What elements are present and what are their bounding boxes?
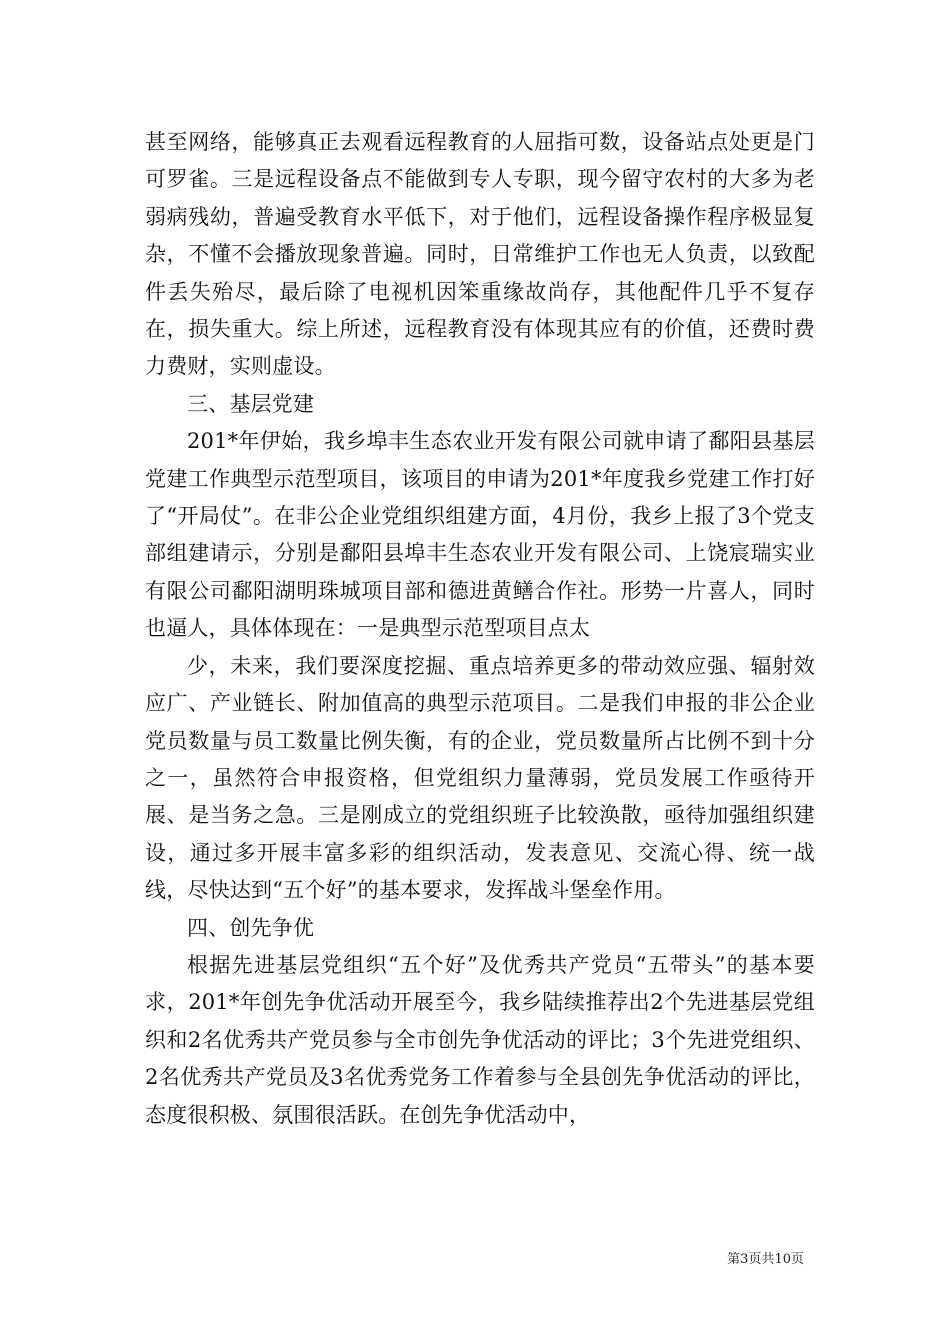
paragraph-party-building-problems: 少，未来，我们要深度挖掘、重点培养更多的带动效应强、辐射效应广、产业链长、附加值高的典型示范项目。二是我们申报的非公企业党员数量与员工数量比例失衡，有的企业，党员数量所占比例不到十分之一，虽然符合申报资格，但党组织力量薄弱，党员发展工作亟待开展、是当务之急。三是刚成立的党组织班子比较涣散，亟待加强组织建设，通过多开展丰富多彩的组织活动，发表意见、交流心得、统一战线，尽快达到“五个好”的基本要求，发挥战斗堡垒作用。 [145,653,815,903]
section-heading-grassroots-party-building: 三、基层党建 [187,391,315,416]
page-number-footer: 第3页共10页 [727,1252,804,1267]
paragraph-strive-for-excellence: 根据先进基层党组织“五个好”及优秀共产党员“五带头”的基本要求，201*年创先争优活动开展至今，我乡陆续推荐出2个先进基层党组织和2名优秀共产党员参与全市创先争优活动的评比；3个先进党组织、2名优秀共产党员及3名优秀党务工作着参与全县创先争优活动的评比，态度很积极、氛围很活跃。在创先争优活动中， [145,952,815,1127]
document-body [145,124,815,1134]
section-heading-strive-for-excellence: 四、创先争优 [187,915,315,940]
paragraph-party-building-project: 201*年伊始，我乡埠丰生态农业开发有限公司就申请了鄱阳县基层党建工作典型示范型项目，该项目的申请为201*年度我乡党建工作打好了“开局仗”。在非公企业党组织组建方面，4月份，我乡上报了3个党支部组建请示，分别是鄱阳县埠丰生态农业开发有限公司、上饶宸瑞实业有限公司鄱阳湖明珠城项目部和德进黄鳝合作社。形势一片喜人，同时也逼人，具体体现在：一是典型示范型项目点太 [145,429,815,641]
paragraph-remote-education-conclusion: 甚至网络，能够真正去观看远程教育的人屈指可数，设备站点处更是门可罗雀。三是远程设备点不能做到专人专职，现今留守农村的大多为老弱病残幼，普遍受教育水平低下，对于他们，远程设备操作程序极显复杂，不懂不会播放现象普遍。同时，日常维护工作也无人负责，以致配件丢失殆尽，最后除了电视机因笨重缘故尚存，其他配件几乎不复存在，损失重大。综上所述，远程教育没有体现其应有的价值，还费时费力费财，实则虚设。 [145,130,815,379]
